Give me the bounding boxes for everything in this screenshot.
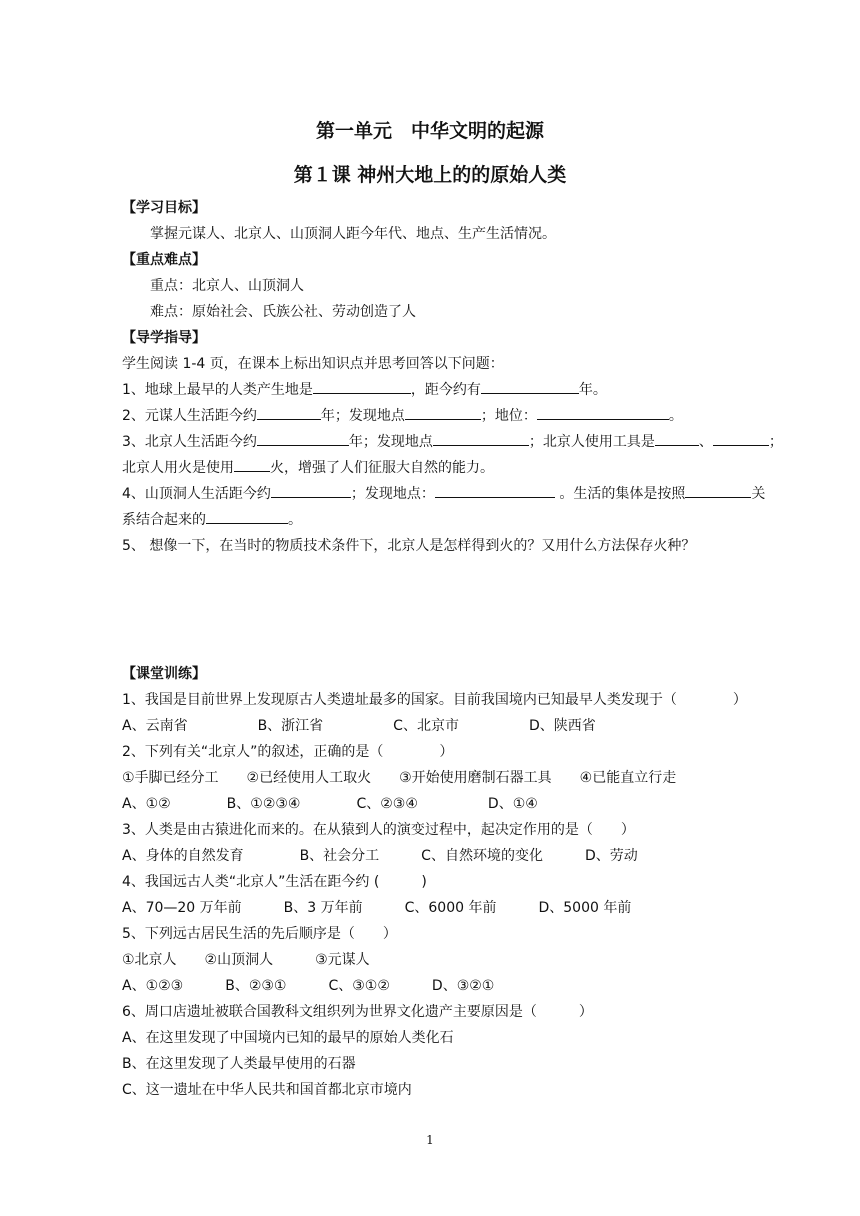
answer-blank[interactable] [206, 509, 288, 524]
key-point-text: 重点：北京人、山顶洞人 [150, 278, 304, 294]
question-3 [122, 431, 783, 451]
difficult-point-text: 难点：原始社会、氏族公社、劳动创造了人 [150, 304, 416, 320]
practice-line: ①手脚已经分工 ②已经使用人工取火 ③开始使用磨制石器工具 ④已能直立行走 [122, 770, 677, 786]
answer-blank[interactable] [537, 405, 669, 420]
practice-line: A、①② B、①②③④ C、②③④ D、①④ [122, 796, 538, 812]
guide-heading: 【导学指导】 [122, 330, 206, 346]
practice-heading: 【课堂训练】 [122, 666, 206, 682]
q4b-text-2: 。 [288, 512, 302, 528]
practice-line: 3、人类是由古猿进化而来的。在从猿到人的演变过程中，起决定作用的是（ ） [122, 822, 635, 838]
lesson-title: 第１课 神州大地上的的原始人类 [293, 164, 567, 186]
answer-blank[interactable] [433, 431, 529, 446]
q3-text-3: ；北京人使用工具是 [528, 434, 655, 450]
practice-line: C、这一遗址在中华人民共和国首都北京市境内 [122, 1082, 412, 1098]
guide-intro: 学生阅读 1-4 页，在课本上标出知识点并思考回答以下问题： [122, 356, 504, 372]
q1-text-2: ，距今约有 [410, 382, 481, 398]
question-4-continued [122, 509, 302, 529]
answer-blank[interactable] [713, 431, 769, 446]
practice-line: 1、我国是目前世界上发现原古人类遗址最多的国家。目前我国境内已知最早人类发现于（ ） [122, 692, 747, 708]
q4-text-3: 。生活的集体是按照 [554, 486, 686, 502]
q3b-text-2: 火，增强了人们征服大自然的能力。 [270, 460, 494, 476]
practice-line: B、在这里发现了人类最早使用的石器 [122, 1056, 356, 1072]
q4-text-2: ；发现地点： [350, 486, 435, 502]
unit-title: 第一单元 中华文明的起源 [315, 120, 544, 142]
answer-blank[interactable] [435, 483, 555, 498]
answer-blank[interactable] [405, 405, 481, 420]
q2-text-1: 2、元谋人生活距今约 [122, 408, 257, 424]
practice-line: ①北京人 ②山顶洞人 ③元谋人 [122, 952, 370, 968]
q4-text-1: 4、山顶洞人生活距今约 [122, 486, 271, 502]
practice-line: 4、我国远古人类“北京人”生活在距今约 ( ) [122, 874, 427, 890]
answer-blank[interactable] [257, 405, 321, 420]
answer-blank[interactable] [655, 431, 699, 446]
practice-line: 6、周口店遗址被联合国教科文组织列为世界文化遗产主要原因是（ ） [122, 1004, 593, 1020]
q1-text-3: 年。 [578, 382, 607, 398]
practice-line: 2、下列有关“北京人”的叙述，正确的是（ ） [122, 744, 454, 760]
answer-blank[interactable] [257, 431, 349, 446]
answer-blank[interactable] [685, 483, 751, 498]
answer-blank[interactable] [271, 483, 351, 498]
key-points-heading: 【重点难点】 [122, 252, 206, 268]
practice-line: A、云南省 B、浙江省 C、北京市 D、陕西省 [122, 718, 596, 734]
q3-text-4: 、 [698, 434, 713, 450]
question-5: 5、 想像一下，在当时的物质技术条件下，北京人是怎样得到火的？又用什么方法保存火种？ [122, 538, 696, 554]
q3-text-5: ； [768, 434, 783, 450]
objectives-text: 掌握元谋人、北京人、山顶洞人距今年代、地点、生产生活情况。 [150, 226, 556, 242]
page-number: 1 [426, 1133, 434, 1147]
answer-blank[interactable] [481, 379, 579, 394]
q2-text-4: 。 [668, 408, 683, 424]
q1-text-1: 1、地球上最早的人类产生地是 [122, 382, 313, 398]
q3-text-1: 3、北京人生活距今约 [122, 434, 257, 450]
practice-line: A、在这里发现了中国境内已知的最早的原始人类化石 [122, 1030, 454, 1046]
q4b-text-1: 系结合起来的 [122, 512, 206, 528]
question-3-continued [122, 457, 494, 477]
question-4 [122, 483, 765, 503]
answer-blank[interactable] [234, 457, 270, 472]
practice-line: A、身体的自然发育 B、社会分工 C、自然环境的变化 D、劳动 [122, 848, 638, 864]
practice-line: 5、下列远古居民生活的先后顺序是（ ） [122, 926, 397, 942]
question-2 [122, 405, 683, 425]
q3b-text-1: 北京人用火是使用 [122, 460, 234, 476]
practice-line: A、70—20 万年前 B、3 万年前 C、6000 年前 D、5000 年前 [122, 900, 632, 916]
answer-blank[interactable] [313, 379, 411, 394]
objectives-heading: 【学习目标】 [122, 200, 206, 216]
practice-line: A、①②③ B、②③① C、③①② D、③②① [122, 978, 495, 994]
q2-text-2: 年；发现地点 [320, 408, 405, 424]
question-1 [122, 379, 607, 399]
q2-text-3: ；地位： [480, 408, 537, 424]
q3-text-2: 年；发现地点 [348, 434, 433, 450]
q4-text-4: 关 [751, 486, 766, 502]
